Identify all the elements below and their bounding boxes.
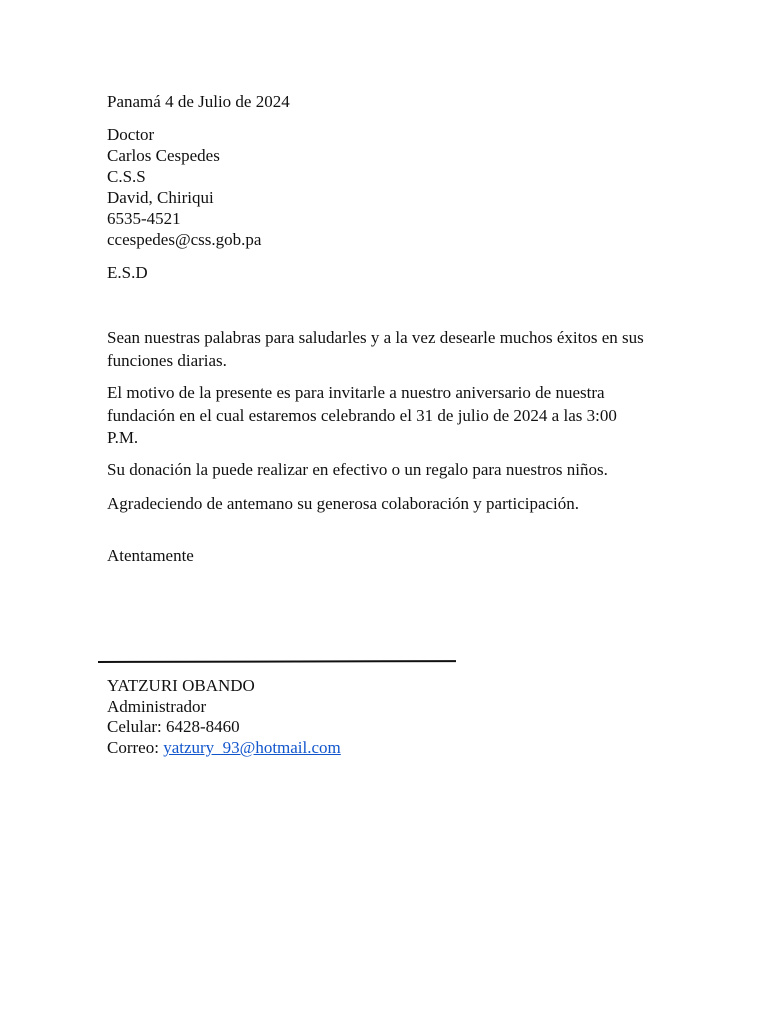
signature-line bbox=[98, 660, 456, 663]
sender-email-label: Correo: bbox=[107, 738, 164, 757]
recipient-city: David, Chiriqui bbox=[107, 188, 214, 207]
salutation: E.S.D bbox=[107, 263, 148, 282]
recipient-name: Carlos Cespedes bbox=[107, 146, 220, 165]
sender-role: Administrador bbox=[107, 697, 207, 716]
closing: Atentamente bbox=[107, 546, 194, 565]
recipient-organization: C.S.S bbox=[107, 167, 146, 186]
date-line: Panamá 4 de Julio de 2024 bbox=[107, 92, 290, 111]
recipient-title: Doctor bbox=[107, 125, 155, 144]
body-paragraph-2: El motivo de la presente es para invitarle a nuestro aniversario de nuestra fundación en el cual estaremos celebrando el 31 de julio de 2024 a las 3:00 P.M. bbox=[107, 383, 617, 447]
recipient-phone: 6535-4521 bbox=[107, 209, 181, 228]
body-paragraph-4: Agradeciendo de antemano su generosa colaboración y participación. bbox=[107, 494, 580, 513]
body-paragraph-1: Sean nuestras palabras para saludarles y a la vez desearle muchos éxitos en sus funciones diarias. bbox=[107, 328, 644, 370]
sender-phone: Celular: 6428-8460 bbox=[107, 717, 240, 736]
recipient-email: ccespedes@css.gob.pa bbox=[107, 230, 262, 249]
body-paragraph-3: Su donación la puede realizar en efectivo o un regalo para nuestros niños. bbox=[107, 460, 608, 479]
sender-email-line bbox=[107, 737, 341, 758]
sender-name: YATZURI OBANDO bbox=[107, 676, 255, 695]
sender-email-link[interactable]: yatzury_93@hotmail.com bbox=[163, 738, 341, 757]
